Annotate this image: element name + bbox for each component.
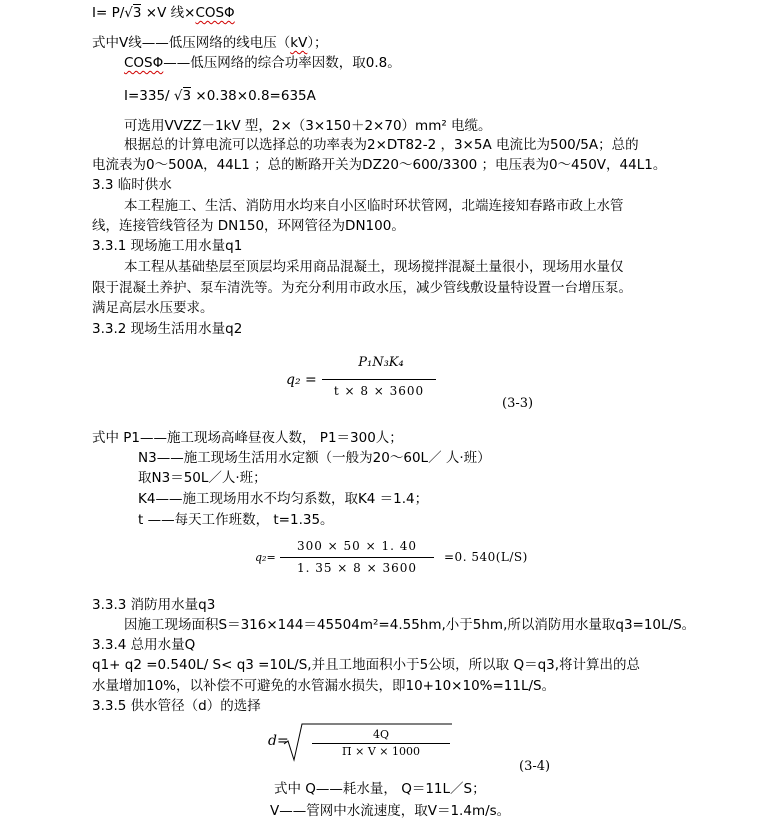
- section-heading: 3.3.1 现场施工用水量q1: [92, 238, 243, 254]
- variable-definition: 式中 Q——耗水量， Q＝11L／S；: [274, 781, 486, 797]
- variable-definition: K4——施工现场用水不均匀系数，取K4 ＝1.4；: [138, 491, 429, 507]
- equation-lhs: q₂=: [255, 551, 276, 564]
- sqrt-radicand: 3: [182, 88, 192, 104]
- equation-tag: (3-3): [502, 396, 534, 411]
- fraction-bar: [312, 743, 450, 744]
- voltage-definition: [92, 35, 328, 51]
- paragraph-line: 本工程从基础垫层至顶层均采用商品混凝土，现场搅拌混凝土量很小，现场用水量仅: [124, 259, 624, 275]
- equation-lhs: d=: [268, 733, 289, 749]
- variable-definition: N3——施工现场生活用水定额（一般为20～60L／ 人·班）: [138, 450, 491, 466]
- paragraph-line: 线，连接管线管径为 DN150，环网管径为DN100。: [92, 218, 405, 234]
- equation-numerator: P₁N₃K₄: [358, 355, 404, 370]
- formula-part: I=335/: [124, 88, 174, 104]
- current-calculation: [124, 88, 316, 104]
- paragraph-line: 可选用VVZZ－1kV 型，2×（3×150＋2×70）mm² 电缆。: [124, 118, 492, 134]
- paragraph-line: 根据总的计算电流可以选择总的功率表为2×DT82-2 ，3×5A 电流比为500/5A；总的: [124, 137, 639, 153]
- cos-phi-term: COSΦ: [124, 55, 164, 71]
- formula-part: ×V 线×: [141, 5, 196, 21]
- sqrt-sign: √: [124, 5, 133, 21]
- equation-numerator: 4Q: [372, 728, 390, 741]
- sqrt-sign: √: [173, 88, 183, 104]
- equation-denominator: 1. 35 × 8 × 3600: [296, 561, 418, 575]
- text: 式中V线——低压网络的线电压（: [92, 35, 291, 51]
- unit-kv: kV: [290, 35, 308, 51]
- formula-part: I= P/: [92, 5, 125, 21]
- paragraph-line: 电流表为0～500A，44L1 ；总的断路开关为DZ20～600/3300 ；电压表为0～450V，44L1。: [92, 157, 667, 173]
- text: ——低压网络的综合功率因数，取0.8。: [163, 55, 401, 71]
- paragraph-line: 水量增加10%，以补偿不可避免的水管漏水损失，即10+10×10%=11L/S。: [92, 678, 556, 694]
- equation-numerator: 300 × 50 × 1. 40: [296, 539, 418, 553]
- formula-part: ×0.38×0.8=635A: [191, 88, 316, 104]
- variable-definition: 取N3＝50L／人·班；: [138, 470, 267, 486]
- section-heading: 3.3.4 总用水量Q: [92, 637, 196, 653]
- variable-definition: t ——每天工作班数， t=1.35。: [138, 512, 334, 528]
- variable-definition: 式中 P1——施工现场高峰昼夜人数， P1＝300人；: [92, 430, 403, 446]
- sqrt-radicand: 3: [132, 5, 142, 21]
- paragraph-line: q1+ q2 =0.540L/ S< q3 =10L/S,并且工地面积小于5公顷，所以取 Q＝q3,将计算出的总: [92, 657, 641, 673]
- section-heading: 3.3 临时供水: [92, 177, 172, 193]
- paragraph-line: 满足高层水压要求。: [92, 300, 214, 316]
- equation-denominator: t × 8 × 3600: [333, 384, 425, 398]
- section-heading: 3.3.3 消防用水量q3: [92, 597, 216, 613]
- variable-definition: V——管网中水流速度，取V＝1.4m/s。: [270, 803, 511, 819]
- text: ）；: [307, 35, 328, 51]
- section-heading: 3.3.2 现场生活用水量q2: [92, 321, 243, 337]
- paragraph-line: 本工程施工、生活、消防用水均来自小区临时环状管网，北端连接知春路市政上水管: [124, 198, 624, 214]
- fraction-bar: [280, 557, 434, 558]
- equation-tag: (3-4): [519, 759, 551, 774]
- paragraph-line: 限于混凝土养护、泵车清洗等。为充分利用市政水压，减少管线敷设量特设置一台增压泵。: [92, 280, 632, 296]
- fraction-bar: [322, 379, 436, 380]
- current-formula: [92, 5, 235, 21]
- equation-lhs: q₂ =: [286, 372, 317, 388]
- paragraph-line: 因施工现场面积S＝316×144＝45504m²=4.55hm,小于5hm,所以消防用水量取q3=10L/S。: [124, 617, 696, 633]
- equation-denominator: Π × V × 1000: [342, 745, 420, 758]
- section-heading: 3.3.5 供水管径（d）的选择: [92, 698, 261, 714]
- cos-phi-term: COSΦ: [195, 5, 235, 21]
- power-factor-definition: [124, 55, 401, 71]
- equation-result: =0. 540(L/S): [444, 550, 528, 564]
